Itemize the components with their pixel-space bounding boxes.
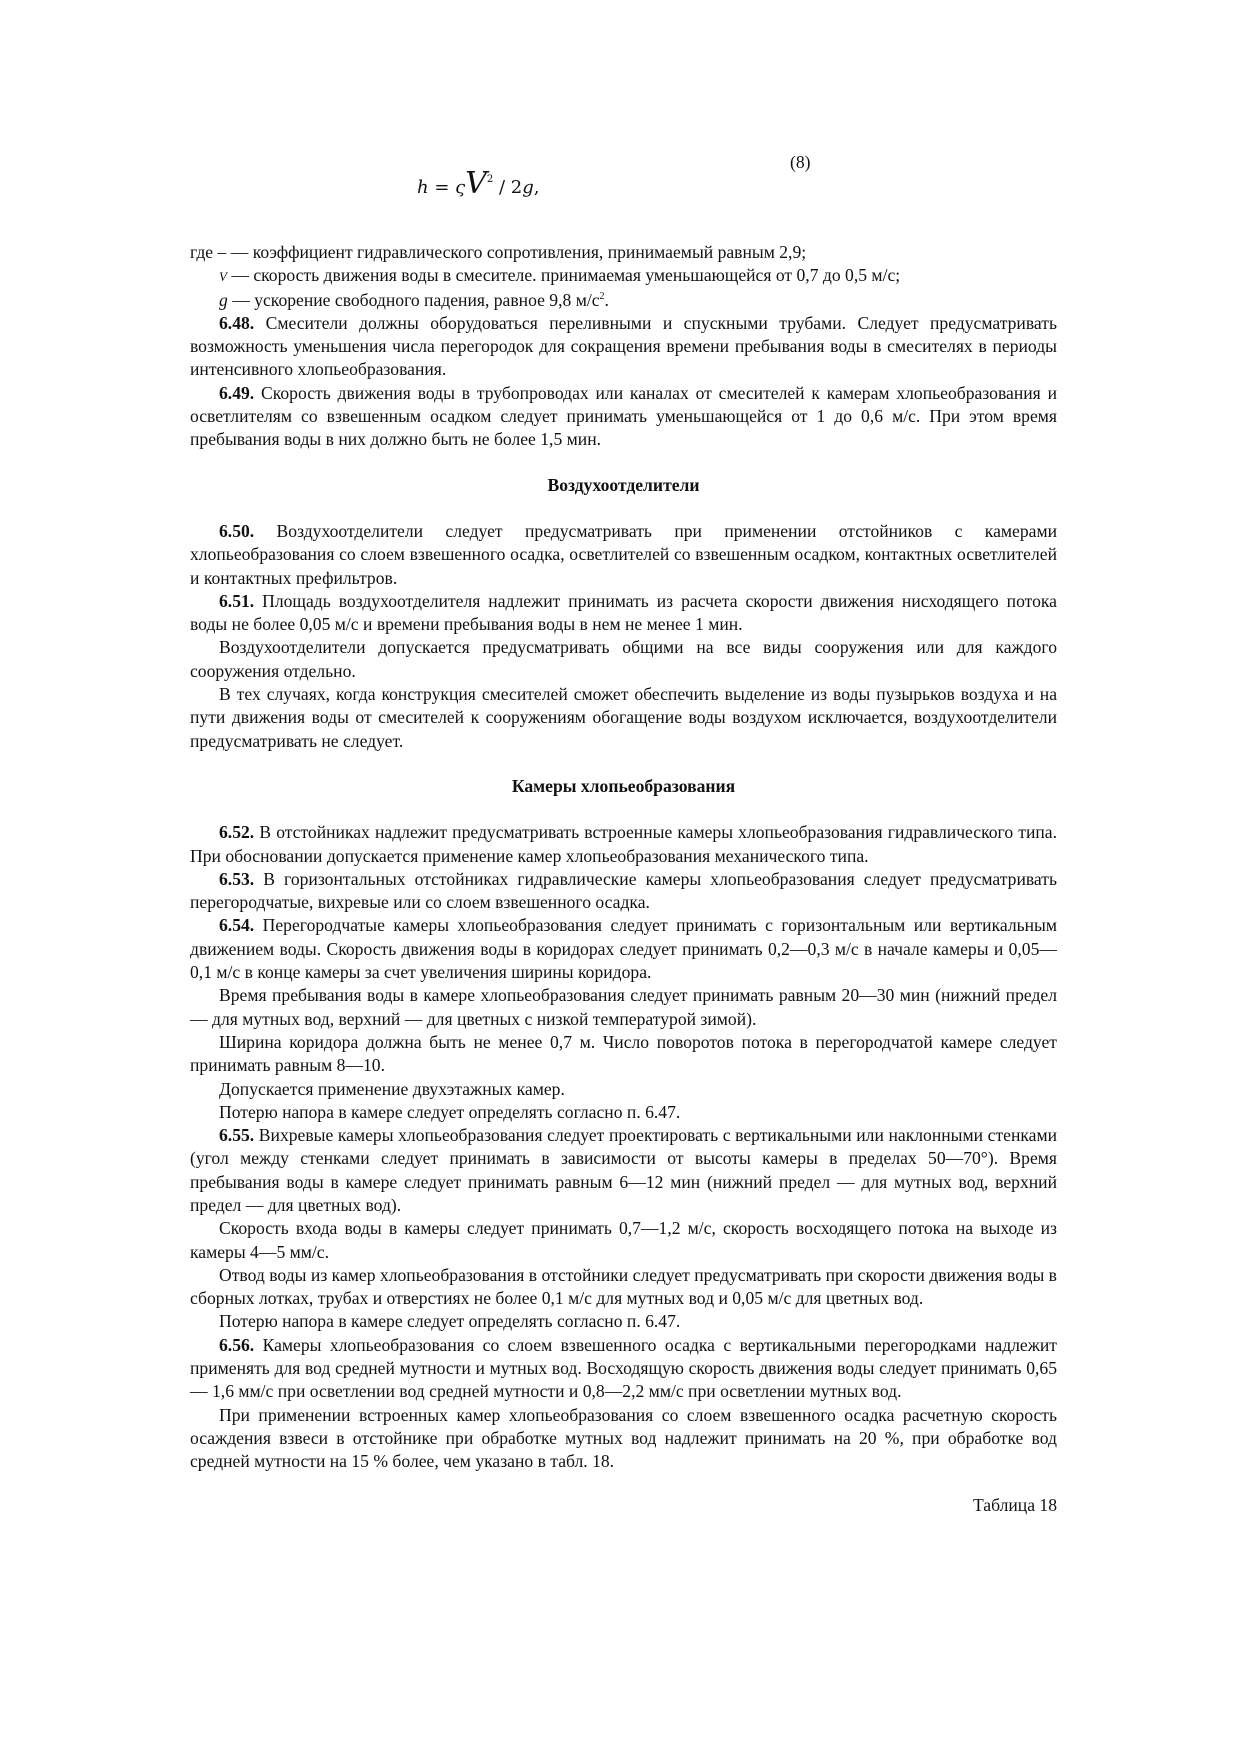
zeta-symbol: –: [217, 242, 227, 262]
definition-g: g — ускорение свободного падения, равное 9,8 $м/с^2$.: [219, 289, 609, 310]
paragraph-6-54-b: Время пребывания воды в камере хлопьеобразования следует принимать равным 20—30 мин (нижний предел — для мутных вод, верхний — для цветных с низкой температурой зимой).: [190, 985, 1057, 1029]
paragraph-6-54: 6.54. Перегородчатые камеры хлопьеобразования следует принимать с горизонтальным или вертикальным движением воды. Скорость движения воды в коридорах следует принимать 0,2—0,3 м/с в начале камеры и 0,05—0,1 м/с в конце камеры за счет увеличения ширины коридора.: [190, 915, 1057, 983]
paragraph-6-51-c: В тех случаях, когда конструкция смесителей сможет обеспечить выделение из воды пузырьков воздуха и на пути движения воды от смесителей к сооружениям обогащение воды воздухом исключается, воздухоотделители предусматривать не следует.: [190, 684, 1057, 751]
paragraph-6-55-b: Скорость входа воды в камеры следует принимать 0,7—1,2 м/с, скорость восходящего потока на выходе из камеры 4—5 мм/с.: [190, 1218, 1057, 1262]
formula-power: 2: [486, 174, 494, 185]
table-caption: Таблица 18: [972, 1494, 1057, 1515]
v-symbol: V: [219, 269, 227, 285]
paragraph-6-54-c: Ширина коридора должна быть не менее 0,7 м. Число поворотов потока в перегородчатой камере следует принимать равным 8—10.: [190, 1031, 1057, 1076]
paragraph-6-49: 6.49. Скорость движения воды в трубопроводах или каналах от смесителей к камерам хлопьеобразования и осветлителям со взвешенным осадком следует принимать уменьшающейся от 1 до 0,6 м/с. При этом время пребывания воды в них должно быть не более 1,5 мин.: [190, 382, 1057, 450]
equation-number: (8): [790, 152, 811, 172]
section-heading-air-separators: Воздухоотделители: [547, 474, 700, 495]
clause-number: 6.52.: [219, 822, 255, 843]
formula-divide: / 2: [493, 177, 523, 198]
formula-block: [190, 148, 1057, 218]
document-page: [190, 148, 1057, 1517]
clause-number: 6.53.: [219, 868, 255, 889]
formula-h: h: [417, 177, 429, 198]
paragraph-6-51-b: Воздухоотделители допускается предусматривать общими на все виды сооружения или для каждого сооружения отдельно.: [190, 637, 1057, 681]
paragraph-6-56-b: При применении встроенных камер хлопьеобразования со слоем взвешенного осадка расчетную скорость осаждения взвеси в отстойнике при обработке мутных вод надлежит принимать на 20 %, при обработке вод средней мутности на 15 % более, чем указано в табл. 18.: [190, 1404, 1057, 1472]
paragraph-6-55: 6.55. Вихревые камеры хлопьеобразования следует проектировать с вертикальными или наклонными стенками (угол между стенками следует принимать в зависимости от высоты камеры в пределах 50—70°). Время пребывания воды в камере следует принимать равным 6—12 мин (нижний предел — для мутных вод, верхний предел — для цветных вод).: [190, 1125, 1057, 1215]
formula-v: V: [465, 166, 487, 201]
g-symbol: g: [219, 289, 228, 310]
clause-number: 6.48.: [219, 312, 255, 333]
clause-number: 6.51.: [219, 590, 255, 611]
clause-number: 6.50.: [219, 520, 255, 541]
paragraph-6-53: 6.53. В горизонтальных отстойниках гидравлические камеры хлопьеобразования следует предусматривать перегородчатые, вихревые или со слоем взвешенного осадка.: [190, 868, 1057, 913]
paragraph-6-50: 6.50. Воздухоотделители следует предусматривать при применении отстойников с камерами хлопьеобразования со слоем взвешенного осадка, осветлителей со взвешенным осадком, контактных осветлителей и контактных префильтров.: [190, 520, 1057, 588]
formula-g: g: [522, 177, 534, 198]
formula-zeta: ς: [455, 177, 466, 198]
paragraph-6-54-e: Потерю напора в камере следует определять согласно п. 6.47.: [219, 1101, 681, 1122]
formula-equals: =: [428, 177, 456, 198]
formula-8: [417, 166, 540, 201]
clause-number: 6.54.: [219, 915, 255, 936]
paragraph-6-52: 6.52. В отстойниках надлежит предусматривать встроенные камеры хлопьеобразования гидравлического типа. При обосновании допускается применение камер хлопьеобразования механического типа.: [190, 822, 1057, 866]
paragraph-6-48: 6.48. Смесители должны оборудоваться переливными и спускными трубами. Следует предусматривать возможность уменьшения числа перегородок для сокращения времени пребывания воды в смесителях в периоды интенсивного хлопьеобразования.: [190, 312, 1057, 380]
formula-comma: ,: [533, 177, 540, 198]
paragraph-6-55-d: Потерю напора в камере следует определять согласно п. 6.47.: [219, 1311, 681, 1332]
clause-number: 6.55.: [219, 1125, 255, 1146]
clause-number: 6.56.: [219, 1334, 255, 1355]
paragraph-6-54-d: Допускается применение двухэтажных камер.: [219, 1078, 565, 1099]
definition-zeta: где – — коэффициент гидравлического сопротивления, принимаемый равным 2,9;: [190, 242, 807, 262]
definition-v: V — скорость движения воды в смесителе. принимаемая уменьшающейся от 0,7 до 0,5 м/с;: [219, 265, 901, 286]
clause-number: 6.49.: [219, 382, 255, 403]
section-heading-flocculation-chambers: Камеры хлопьеобразования: [511, 775, 736, 796]
paragraph-6-51: 6.51. Площадь воздухоотделителя надлежит принимать из расчета скорости движения нисходящего потока воды не более 0,05 м/с и времени пребывания воды в нем не менее 1 мин.: [190, 590, 1057, 635]
paragraph-6-55-c: Отвод воды из камер хлопьеобразования в отстойники следует предусматривать при скорости движения воды в сборных лотках, трубах и отверстиях не более 0,1 м/с для мутных вод и 0,05 м/с для цветных вод.: [190, 1264, 1057, 1309]
paragraph-6-56: 6.56. Камеры хлопьеобразования со слоем взвешенного осадка с вертикальными перегородками надлежит применять для вод средней мутности и мутных вод. Восходящую скорость движения воды следует принимать 0,65— 1,6 мм/с при осветлении вод средней мутности и 0,8—2,2 мм/с при осветлении мутных вод.: [190, 1334, 1057, 1402]
